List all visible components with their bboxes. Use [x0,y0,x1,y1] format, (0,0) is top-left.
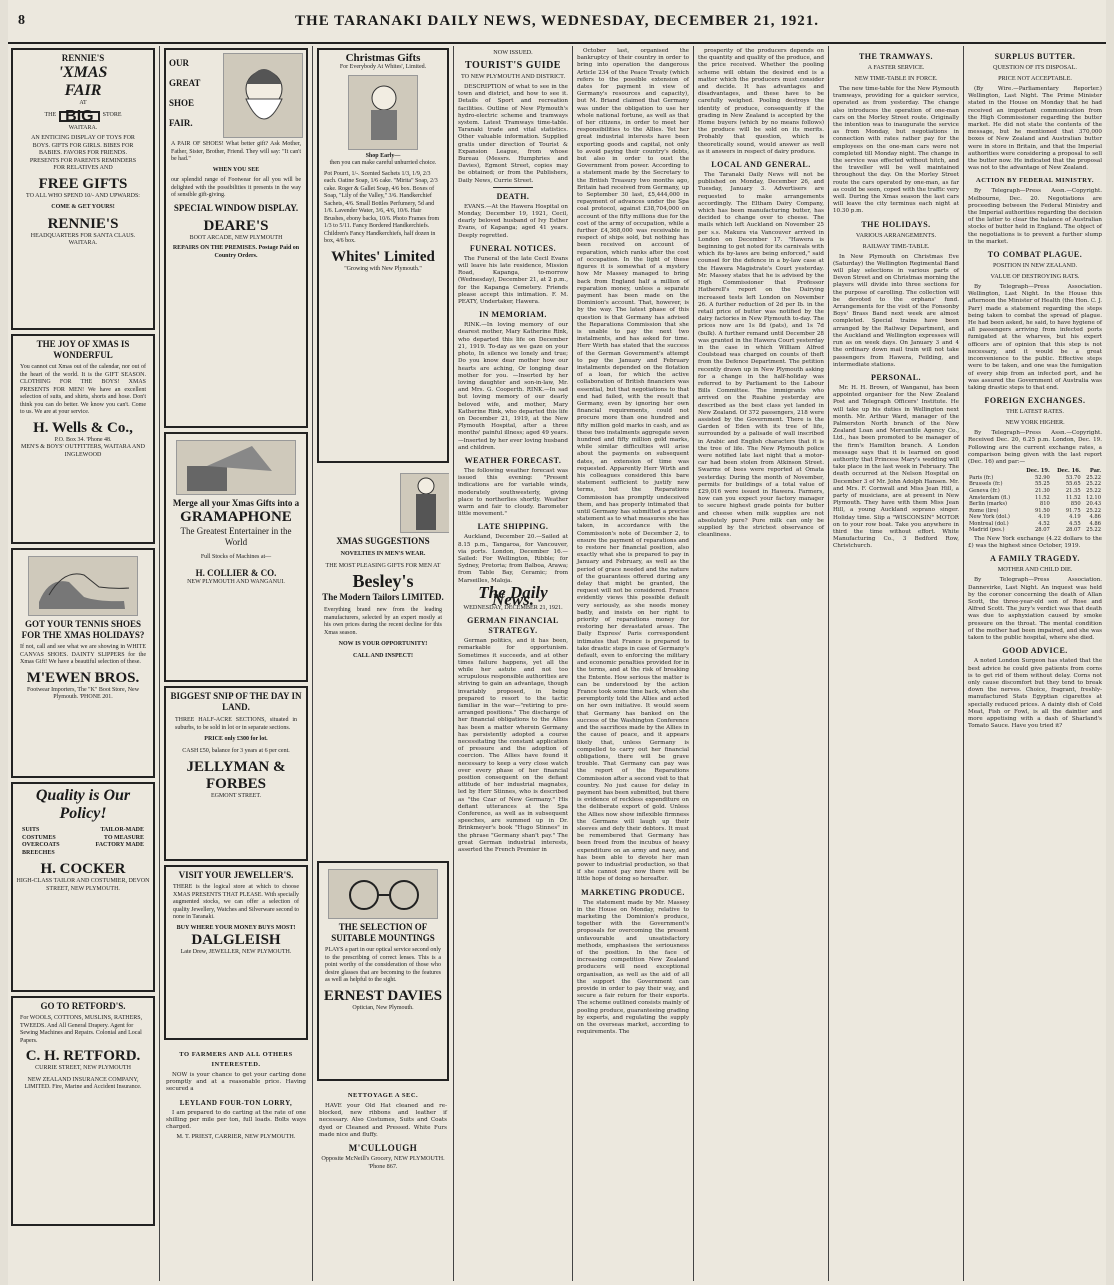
ad-besley [317,467,449,857]
exchange-cell: 12.10 [1086,494,1101,501]
ad-lorry-head: TO FARMERS AND ALL OTHERS INTERESTED. [179,1051,293,1068]
ad-deare-body: A PAIR OF SHOES! What better gift? Ask Mother, Father, Sister, Brother, Friend. They will say: "It can't be had." [171,141,301,162]
ad-whites-shop: Shop Early— [365,152,401,159]
spectacles-illustration [328,869,438,919]
ad-collier-sub: NEW PLYMOUTH AND WANGANUI. [187,578,285,585]
tramways-sub: A FASTER SERVICE. [867,64,925,71]
ad-davies [317,861,449,1081]
good-advice-body: A noted London Surgeon has stated that the best advice he could give patients from corns is to get rid of them without delay. Corns not only cause discomfort but they tend to break down the nerves. Choice, fragrant, freshly-manufactured Stats Egyptian cigarettes at specially reduced prices. A dainty dish of Cold Meat, Fish or Fowl, is all the daintier and more appetising with a dash of Sharland's Tomato Sauce. Have you tried it? [968,658,1102,730]
ad-cocker [11,782,155,992]
exchange-cell: Berlin (marks) [969,501,1008,508]
good-advice-heading: GOOD ADVICE. [1002,646,1068,656]
plague-body: By Telegraph—Press Association. Wellington, Last Night. In the House this afternoon the Minister of Health (the Hon. C. J. Parr) made a statement regarding the steps being taken to combat the spread of plague. He had been asked, he said, to have hygiene of all passengers arriving from infected ports fumigated at the wharves, but his expert officers are of opinion that this step is not necessary, and it would be a great inconvenience to the public. Effective steps were to be taken, and one was the fumigation of every ship from an infected port, and he was assured the Government of Australia was taking drastic steps to that end. [968,284,1102,391]
ad-jellyman-head: BIGGEST SNIP OF THE DAY IN LAND. [170,691,302,712]
exchange-cell: 91.50 [1034,507,1050,514]
ad-cocker-breeches: BREECHES [22,849,55,856]
editorial-continued: October last, organised the bankruptcy of their country in order to bring into operation the dangerous Article 234 of the Peace Treaty (which refers to the possible extension of dates for payment in view of Germany's resources and capacity), but M. Briand claimed that Germany was under the obligation to use her whole national fortune, as well as that of her citizens, in order to meet her responsibilities to the Allies. Yet her great industrial interests have been exporting goods and capital, not only to avoid paying their country's debts, but also in order to oust the Government from power. According to a statement made by the Secretary to the British Treasury two months ago, Britain had received from Germany, up to September 30 last, £5,444,000 in repayment of advances under the Spa coal protocol, against £38,704,000 on account of the fifty millions due for the cost of the army of occupation, while a further £4,368,000 was receivable in respect of ships sold, but nothing has been received on account of reparation, which ranks after the cost of occupation. In the light of these figures it is somewhat of a mystery how Mr Massey managed to bring back from England half a million of reparation money, unless a separate payment has been made on the Dominion's account. That, however, is by the way. The latest phase of this question is that Germany has advised the Reparations Commission that she is unable to pay the next two instalments, and has asked for time. Herr Wirth has stated that the success of the German Government's attempt to pay the January and February instalments depended on the flotation of a loan, for which the active collaboration of British financiers was essential, but that negotiations to that end had failed, with the result that Germany, even by ignoring her own financial requirements, could not procure more than one hundred and fifty million gold marks in cash, and as these two instalments aggregate seven hundred and fifty million gold marks, while similar difficulties will arise about the payments on subsequent dates, an extension of time was requested. Apparently Herr Wirth and his colleagues considered this bare statement sufficient to justify new terms, but the Reparations Commission has promptly undeceived them, and has properly intimated that until Germany has submitted a precise statement as to what measures she has taken, in accordance with the Commission's note of December 2, to ensure the payment of reparations and to restore her financial position, also exactly what she is prepared to pay in January and February, as well as the period of grace needed and the nature of the guarantees offered during any delay that might be granted, the request will not be considered. France evidently views this possible default very seriously, as she needs money badly, and insists on her right to priority of reparations money for restoring her devastated areas. The Daily Express' Paris correspondent intimates that France is prepared to take drastic steps in case of Germany's default, even to enforcing the military and economic penalties provided for in the terms, and at the risk of breaking the Entente. How serious the matter is can be understood by the action France took some time back, when she peremptorily told the Allies and acted on her own initiative. It would seem that Germany has banked on the success of the Washington Conference and the sacrifices made by the Allies in the cause of peace, and it appears likely that, unless Germany is compelled to carry out her financial obligations, there will be grave trouble. That Germany can pay was the report of the Reparations Commission after a second visit to that country. No just cause for delay in payment has been submitted, but there is evidence of reckless expenditure on the deliberate export of gold. Unless the Allies now show inflexible firmness the Germans will laugh up their sleeves and defy their debtors. It must be remembered that Germany has been freed from the incubus of heavy expenditure on an army and navy, and has been able to devote her man power to industrial production, so that if she cannot pay now there will be little hope of doing so hereafter. [577,48,689,883]
ad-deare-great: GREAT [169,78,201,88]
column-rule [693,46,694,1281]
ad-rennie-store: STORE [102,112,122,119]
ad-rennie-town: WAITARA. [68,124,98,131]
exchange-cell: 4.19 [1038,514,1050,521]
column-rule [312,46,313,1281]
ad-davies-head: THE SELECTION OF SUITABLE MOUNTINGS [331,922,435,943]
ad-deare-repairs: REPAIRS ON THE PREMISES. Postage Paid on Country Orders. [172,245,300,259]
weather-heading: WEATHER FORECAST. [464,455,562,465]
exchange-col-header: Dec. 16. [1057,468,1081,475]
ad-rennie-store-logo [16,107,150,125]
santa-illustration [223,53,303,138]
exchange-row [968,501,1102,508]
exchange-cell: Brussels (fr.) [969,481,1003,488]
ad-rennie-come: COME & GET YOURS! [51,204,115,211]
exchange-cell: 11.52 [1034,494,1050,501]
ad-mcullough-sub: Opposite McNeill's Grocery, NEW PLYMOUTH. 'Phone 867. [321,1155,445,1171]
ad-mewen-sub: Footwear Importers, The "K" Boot Store, New Plymouth. 'PHONE 201. [26,686,140,700]
ad-deare-shoe: SHOE [169,98,195,108]
column-rule [963,46,964,1281]
ad-deare-when: WHEN YOU SEE [212,166,260,173]
exchange-note: The New York exchange (4.22 dollars to the £) was the highest since October, 1919. [968,536,1102,550]
exchange-cell: 810 [1039,501,1050,508]
ad-wells-head: THE JOY OF XMAS IS WONDERFUL [36,339,130,360]
butter-sub: QUESTION OF ITS DISPOSAL. [993,64,1077,71]
ad-mewen [11,548,155,778]
plague-sub: POSITION IN NEW ZEALAND. [992,262,1078,270]
ad-dalgleish-sub: Late Drew, JEWELLER, NEW PLYMOUTH. [180,949,292,955]
ad-collier-full: Full Stocks of Machines at— [200,554,272,560]
exchange-cell: Madrid (pes.) [969,527,1005,534]
news-column-4 [455,46,571,1281]
exchange-sub2: NEW YORK HIGHER. [1005,419,1065,427]
exchange-cell: 4.86 [1089,514,1101,521]
column-rule [159,46,160,1281]
ad-jellyman-sub: EGMONT STREET. [210,793,262,799]
ad-cocker-costumes: COSTUMES [22,834,56,841]
ad-retford-body: For WOOLS, COTTONS, MUSLINS, RATHERS, TWEEDS. And All General Drapery. Agent for Sewing Machines and Repairs. Colonial and Local Papers. [20,1015,143,1044]
ad-deare [164,48,308,428]
exchange-heading: FOREIGN EXCHANGES. [984,396,1086,406]
ad-collier-greatest: The Greatest Entertainer in the World [180,526,292,547]
exchange-cell: 25.22 [1086,481,1101,488]
gramophone-illustration [176,440,296,495]
exchange-cell: Rome (lire) [969,507,999,514]
ad-rennie-line1: RENNIE'S [61,53,105,63]
exchange-cell: 4.19 [1069,514,1081,521]
federal-heading: ACTION BY FEDERAL MINISTRY. [976,177,1094,185]
ad-lorry-sign: M. T. PRIEST, CARRIER, NEW PLYMOUTH. [176,1133,296,1141]
ad-mcullough-name: M'CULLOUGH [348,1143,418,1154]
ad-whites [317,48,449,463]
ads-column-2 [161,46,311,1281]
ad-wells-sub: MEN'S & BOYS' OUTFITTERS, WAITARA AND INGLEWOOD [21,444,145,458]
exchange-cell: 53.70 [1065,474,1081,481]
holidays-heading: THE HOLIDAYS. [861,219,931,229]
ad-mcullough [317,1085,449,1176]
ad-collier-name: H. COLLIER & CO. [195,567,277,578]
ad-mewen-head: GOT YOUR TENNIS SHOES FOR THE XMAS HOLIDAYS? [21,619,145,640]
news-column-5 [574,46,692,1281]
ad-rennie-at: AT [79,100,87,106]
ad-rennie-name: RENNIE'S [47,215,119,232]
ad-cocker-suits: SUITS [22,827,40,833]
exchange-row [968,481,1102,488]
ad-rennie-body: AN ENTICING DISPLAY OF TOYS FOR BOYS. GIFTS FOR GIRLS. BIBES FOR BABIES. FAVORS FOR FRIENDS. PRESENTS FOR PARENTS REMINDERS FOR RELATIVES AND [29,135,137,172]
ad-collier-gramophone: GRAMAPHONE [180,509,292,525]
ad-lorry [164,1044,308,1146]
paper-nameplate: The Daily News. [478,582,548,609]
ad-rennie-big: BIG [59,111,99,122]
newspaper-page [8,0,1106,1285]
ad-rennie-free-gifts: FREE GIFTS [38,175,128,192]
exchange-cell: 850 [1070,501,1081,508]
ads-column-3 [314,46,452,1281]
tourist-guide-body: DESCRIPTION of what to see in the town and district, and how to see it. Details of Sport and recreation facilities. Outline of New Plymouth's hydro-electric scheme and tramways system. Latest Tramways time-table. Taranaki trade and vital statistics. Other valuable information. Supplied gratis under direction of Tourist & Expansion League, from whose Bureau (Messrs. Humphries and Davies), Egmont Street, copies may be obtained; or from the Publishers, Daily News, Currie Street. [458,84,568,184]
ad-collier [164,432,308,682]
shoes-illustration [28,556,138,616]
funeral-heading: FUNERAL NOTICES. [469,243,557,253]
tragedy-sub: MOTHER AND CHILD DIE. [997,566,1073,574]
column-rule [828,46,829,1281]
exchange-cell: 11.52 [1065,494,1081,501]
paper-date: WEDNESDAY, DECEMBER 21, 1921. [463,604,563,612]
tourist-guide-sub: TO NEW PLYMOUTH AND DISTRICT. [460,73,566,80]
ad-deare-fair: FAIR. [169,118,193,128]
column-rule [453,46,454,1281]
exchange-cell: 4.52 [1038,520,1050,527]
holidays-sub: VARIOUS ARRANGEMENTS. [855,231,937,239]
ad-whites-head: Christmas Gifts [345,52,421,64]
memoriam-notice: RINK.—In loving memory of our dearest mother, Mary Katherine Rink, who departed this life on December 21, 1919. To-day as we gaze on your photo, In silence we lonely and true; Do you know dear mother how our hearts are aching, Or longing dear mother for you. —Inserted by her loving daughter and son-in-law, Mr. and Mrs. G. Cooperth. RINK.—In sad but loving memory of our dearly beloved wife, and mother, Mary Katherine Rink, who departed this life on December 21, 1919, at the New Plymouth Hospital, after a three months' painful illness; aged 49 years. —Inserted by her ever loving husband and children. [458,322,568,451]
ad-wells-po: P.O. Box 34. 'Phone 48. [54,436,112,443]
ad-besley-body: Everything brand new from the leading manufacturers, selected by an expert mostly at his own prices during the recent decline for this Xmas season. [324,607,442,636]
ad-wells-body: You cannot cut Xmas out of the calendar, nor out of the heart of the world. It is the GIFT SEASON. CLOTHING FOR THE BOYS! XMAS PRESENTS FOR MEN! We have an excellent selection of suits, and shirts, shorts and hose. Don't think you can do better. We know you can't. Come to us. We are at your service. [20,364,146,415]
ad-whites-then: then you can make careful unhurried choice. [329,160,437,166]
marketing-produce-body: The statement made by Mr. Massey in the House on Monday, relative to marketing the Dominion's produce, together with the Government's proposals for overcoming the present unfavourable and unsatisfactory methods, emphasises the seriousness of the position. In the face of increasing competition New Zealand producers will need exceptional organisation, as well as the aid of all the support the Government can provide in order to pay their way, and secure a fair return for their exports. The scheme outlined consists mainly of pooling produce, guaranteeing grading by experts, and regulating the supply on the overseas market, according to requirements. The [577,899,689,1036]
ad-besley-most: THE MOST PLEASING GIFTS FOR MEN AT [325,562,441,569]
exchange-cell: 91.75 [1065,507,1081,514]
exchange-sub: THE LATEST RATES. [1006,408,1064,416]
ad-retford [11,996,155,1226]
tramways-heading: THE TRAMWAYS. [858,52,934,61]
ad-dalgleish-head: VISIT YOUR JEWELLER'S. [178,870,294,880]
weather-forecast: The following weather forecast was issued this evening: "Present indications are for variable winds, moderately southwesterly, giving place to northerlies shortly. Weather warm and fair to cloudy. Barometer little movement." [458,467,568,518]
ad-cocker-name: H. COCKER [40,861,126,877]
ad-retford-name: C. H. RETFORD. [25,1048,141,1064]
ad-lorry-body2: I am prepared to do carting at the rate of one shilling per mile per ton, full loads. Bolts ways charged. [166,1109,306,1131]
exchange-cell: 55.65 [1065,481,1081,488]
ad-wells-name: H. Wells & Co., [33,419,133,436]
ad-collier-merge: Merge all your Xmas Gifts into a [172,498,300,508]
editorial-heading: GERMAN FINANCIAL STRATEGY. [467,616,559,636]
ad-jellyman-name: JELLYMAN & FORBES [186,759,286,792]
funeral-notice: The Funeral of the late Cecil Evans will leave his late residence, Mission Road, Kapanga, to-morrow (Wednesday), December 21, at 2 p.m., for the Kapanga Cemetery. Friends please accept this intimation. F. M. PEATY, Undertaker, Hawera. [458,255,568,306]
ad-jellyman-price: PRICE only £300 for lot. [204,736,268,742]
exchange-table [968,468,1102,534]
ad-besley-name: Besley's [352,571,414,591]
exchange-row [968,488,1102,495]
federal-body: By Telegraph—Press Assn.—Copyright. Melbourne, Dec. 20. Negotiations are proceeding between the Federal Ministry and the Imperial authorities regarding the decision of the latter to clear the balance of Australian stocks of butter held in England. The object of the negotiations is to prevent a further slump in the market. [968,188,1102,245]
ad-deare-body2: our splendid range of Footwear for all you will be delighted with the possibilities it presents in the way of sensible gift-giving. [171,177,301,198]
page-number: 8 [18,13,26,28]
local-general-heading: LOCAL AND GENERAL. [711,160,811,170]
ad-rennie [11,48,155,330]
ad-besley-xmas: XMAS SUGGESTIONS [336,536,430,546]
ad-whites-name: Whites' Limited [331,248,435,265]
exchange-cell: 21.35 [1065,487,1081,494]
ad-jellyman [164,686,308,861]
exchange-col-header: Par. [1089,468,1101,475]
ad-rennie-the: THE [44,112,57,119]
ad-retford-insurance: NEW ZEALAND INSURANCE COMPANY, LIMITED. Fire, Marine and Accident Insurance. [24,1076,142,1090]
exchange-cell: 25.22 [1086,507,1101,514]
personal-heading: PERSONAL. [870,372,922,382]
exchange-cell: Paris (fr.) [969,474,994,481]
ad-whites-sub: For Everybody At Whites', Limited. [339,64,427,70]
shipping-heading: LATE SHIPPING. [477,522,549,532]
editorial-body: German politics, and it has been, remarkable for opportunism. Sometimes it succeeds, and at other times failure happens, yet all the while her astute and not too scrupulous responsible authorities are striving to gain an advantage, though invariably proposed, in being prepared to resort to the tactic familiar in the war—"retiring to pre-arranged positions." The discharge of her financial obligations to the Allies has been a matter wherein Germany has persistently adopted a course necessitating the constant application of pressure and the adoption of coercion. The Allies have found it necessary to keep a very close watch over every phase of her financial position consequent on the defiant attitude of her industrial magnates, led by Herr Stinnes, who is described as "the Czar of New Germany." His defiant utterances at the Spa Conference, as well as in subsequent speeches, are summed up in Dr. Brinkmeyer's book "Hugo Stinnes" in the phrase "Germany shan't pay." The great German industrial interests, asserted the French Premier in [458,638,568,854]
tragedy-heading: A FAMILY TRAGEDY. [990,554,1080,564]
ad-cocker-sub: HIGH-CLASS TAILOR AND COSTUMIER, DEVON STREET, NEW PLYMOUTH. [16,878,150,892]
exchange-cell: 4.86 [1089,520,1101,527]
exchange-cell: Amsterdam (fl.) [969,494,1011,501]
masthead-title: THE TARANAKI DAILY NEWS, WEDNESDAY, DECEMBER 21, 1921. [295,12,819,29]
divider [493,187,533,188]
column-rule [572,46,573,1281]
plague-sub2: VALUE OF DESTROYING RATS. [990,273,1080,281]
holidays-body: In New Plymouth on Christmas Eve (Saturday) the Wellington Regimental Band will play selections in various parts of Devon Street and on Christmas morning the players will divide into three sections for the purpose of carolling. The collection will be devoted to the orphans' fund. Arrangements for the visit of the Fonsonby Boys' Brass Band next week are almost completed. Special trains have been arranged by the Railway Department, and the Auckland and Wellington expresses will run as on week days. On January 3 and 4 the ordinary down mail train will not take passengers from Hawera, Feilding, and intermediate stations. [833,253,959,368]
tramways-body: The new time-table for the New Plymouth tramways, providing for a quicker service, operated as from yesterday. The change also introduces the operation of one-man cars on the Morley Street route. Originally the intention was to inaugurate the service as from Monday, but negotiations in connection with rates rather pay for the employees on the one-man cars were not completed till Monday night. The change in the service was effected without hitch, and the traveller will be well maintained throughout the day. On the Morley Street route the cars operated by one-man, as far as could be seen, coped with the traffic very well. During the Xmas season the last cars will leave the city terminus each night at 10.30 p.m. [833,86,959,215]
personal-body: Mr. H. H. Brown, of Wanganui, has been appointed organiser for the New Zealand Post and Telegraph Officers' Institute. He will take up his duties in Wellington next month. Mr. Arthur Ward, manager of the Palmerston North branch of the New Zealand Loan and Mercantile Agency Co., Ltd., has been promoted to be manager of the firm's Hamilton branch. A London message says that it is learned on good authority that Princess Mary's wedding will take place in the last week in February. The death occurred at the Nelson Hospital on December 3 of Mr. John Adolph Hansen. Mr. and Mrs. F. Cornwall and Miss Jean Hill, a party of musicians, are at present in New Plymouth. They have with them Miss Jean Hill, a young Auckland soprano singer. Holiday time. Slip a "WISCONSIN" MOTOR on to your row boat. Take you anywhere in third the time without effort. White Manufacturing Co., 3 Bedford Row, Christchurch. [833,384,959,550]
tragedy-body: By Telegraph—Press Association. Dannevirke, Last Night. An inquest was held by the coroner concerning the death of Allan Scott, the three-year-old son of Rose and Alfred Scott. The jury's verdict was that death was due to asphyxiation caused by smoke pressure on the throat. The mental condition of the mother had been impaired, and she was taken to the public hospital, where she died. [968,577,1102,642]
ad-deare-name: DEARE'S [203,217,269,234]
santa-shopping-illustration [348,75,418,150]
ad-davies-sub: Optician, New Plymouth. [352,1004,414,1011]
exchange-cell: 21.30 [1034,487,1050,494]
ad-besley-novelties: NOVELTIES IN MEN'S WEAR. [340,551,426,557]
ad-mewen-name: M'EWEN BROS. [26,669,140,686]
ad-mcullough-head: NETTOYAGE A SEC. [347,1092,419,1099]
local-general-body: The Taranaki Daily News will not be published on Monday, December 26, and Tuesday, January 3. Advertisers are requested to make arrangements accordingly. The Eltham Dairy Company, which has been manufacturing butter, has decided to change over to cheese. The mails which left Auckland on November 25 per s.s. Makura via Vancouver arrived in London on December 17. "Hawera is beginning to get noted for its carnivals with which its by-laws are being enforced," said counsel for the defence in a by-law case at the Hawera Magistrate's Court yesterday. Mr. Massey states that he is advised by the High Commissioner that Professor Hatherell's report on the Dairying increased tests left London on November 26. A further reduction of 2d per lb. in the retail price of butter was notified by the dairy factories in New Plymouth to-day. The prices now are 1s 8d (pats), and 1s 7d (bulk). A further remand until December 28 was granted in the Hawera Court yesterday in the case in which William Alfred Coulstead was charged on counts of theft from the Defence Department. The petition recently drawn up in New Plymouth asking for a change in the half-holiday was referred to by Parliament to the Labour Bills Committee. The immigrants who arrived on the Ruahine yesterday are described as the best class yet landed in New Zealand. Of 372 passengers, 218 were assisted by the Government. There is the Garden of Eden with its tree of life, surrounded by a palisade of wall inscribed in Arabic and English characters that it is the tree of life. The New Plymouth police were notified late last night that a motor-car had been stolen from Atkinson Street. Swarms of bees were reported at Omata yesterday. During the month of November, permits for buildings of a total value of £29,016 were issued in Hawera. Farmers, how can you expect your factory manager to secure highest grade points for butter and cheese when milk supplies are not absolutely pure? Pure milk can only be supplied by the strictest observance of cleanliness. [698,172,824,539]
ad-deare-our: OUR [169,58,189,68]
ad-rennie-xmas: 'XMAS [58,64,108,81]
exchange-table-header [968,468,1102,475]
exchange-row [968,514,1102,521]
exchange-cell: Montreal (dol.) [969,520,1009,527]
exchange-cell: 28.07 [1065,527,1081,534]
exchange-cell: 55.25 [1034,481,1050,488]
news-column-6 [695,46,827,1281]
ad-retford-sub: CURRIE STREET, NEW PLYMOUTH [35,1065,131,1071]
ads-column-1 [8,46,158,1281]
tramways-sub2: NEW TIME-TABLE IN FORCE. [854,75,938,82]
ad-cocker-measure: TO MEASURE [103,834,144,841]
ad-cocker-tailor: TAILOR-MADE [100,827,144,833]
ad-dalgleish [164,865,308,1040]
holidays-sub2: RAILWAY TIME-TABLE. [862,242,930,250]
news-column-8 [965,46,1105,1281]
ad-besley-call: CALL AND INSPECT! [352,652,413,659]
exchange-col-header [968,468,1020,475]
death-notice: EVANS.—At the Hawera Hospital on Monday, December 19, 1921, Cecil, dearly beloved husband of Ivy Esther Evans, of Kapanga; aged 41 years. Deeply regretted. [458,203,568,239]
marketing-produce-continued: prosperity of the producers depends on the quantity and quality of the produce, and the price received. Whether the pooling scheme will obtain the desired end is a matter which the producers must consider and decide. It has advantages and disadvantages, and these have to be carefully weighed. Pooling destroys the identity of produce, consequently if the grading in New Zealand is accepted by the Home buyers (which by no means follows) the produce will be sold on its merits. Probably that question, which is theoretically sound, would answer as well as it answers in respect of dairy produce. [698,48,824,155]
ad-cocker-factory: FACTORY MADE [95,842,144,848]
ad-dalgleish-buy: BUY WHERE YOUR MONEY BUYS MOST! [176,924,296,931]
ad-besley-sub: The Modern Tailors LIMITED. [322,592,444,602]
ad-jellyman-body: THREE HALF-ACRE SECTIONS, situated in suburbs, to be sold in lot or in separate sections. [175,717,297,731]
ad-davies-body: PLAYS a part in our optical service second only to the prescribing of correct lenses. This is a point worthy of the consideration of those who desire glasses that are becoming to the features as well as helpful to the sight. [325,947,441,983]
exchange-cell: 52.90 [1034,474,1050,481]
exchange-col-header: Dec. 19. [1026,468,1050,475]
exchange-cell: 25.22 [1086,474,1101,481]
ad-cocker-head: Quality is Our Policy! [35,787,131,822]
gentleman-illustration [400,473,449,533]
exchange-cell: 25.22 [1086,487,1101,494]
death-heading: DEATH. [496,191,530,201]
ad-retford-head: GO TO RETFORD'S. [40,1001,126,1011]
exchange-row [968,527,1102,534]
ad-rennie-free-sub: TO ALL WHO SPEND 10/- AND UPWARDS: [26,192,140,199]
ad-jellyman-cash: CASH £50, balance for 3 years at 6 per cent. [182,747,290,754]
exchange-cell: 25.22 [1086,527,1101,534]
exchange-cell: 20.43 [1086,501,1101,508]
ad-whites-tag: "Growing with New Plymouth." [344,265,422,272]
butter-heading: SURPLUS BUTTER. [994,52,1076,61]
ad-dalgleish-name: DALGLEISH [191,932,281,948]
ad-whites-items: Pot Pourri, 1/-. Scented Sachets 1/3, 1/9, 2/3 each. Oatine Soap, 1/6 cake. "Mirita" Soap, 2/3 cake. Roger & Gallet Soap, 4/6 box. Boxes of Soap, "Lily of the Valley," 3/6. Handkerchief Sachets, 4/6. Small Bottles Perfumery, 5d and 1/6. Lavender Water, 3/6, 4/6, 10/6. Hair Brushes, ebony backs, 10/6. Photo Frames from 1/3 to 5/11. Fancy Bordered Handkerchiefs. Children's Fancy Handkerchiefs, half dozen in box, 4/6 box. [324,170,440,244]
ad-rennie-fair: FAIR [64,82,102,99]
ad-deare-special: SPECIAL WINDOW DISPLAY. [173,202,299,213]
ad-mcullough-body: HAVE your Old Hat cleaned and re-blocked, new ribbons and leather if necessary. Also Costumes, Suits and Coats dyed or Cleaned and Pressed. White Furs made nice and fluffy. [319,1103,447,1138]
ad-lorry-name: LEYLAND FOUR-TON LORRY, [179,1098,293,1107]
butter-body: (By Wire.—Parliamentary Reporter.) Wellington, Last Night. The Prime Minister stated in the House on Monday that he had received an important communication from the High Commissioner regarding the butter market. He did not state the contents of the message, but he mentioned that 370,000 boxes of New Zealand and Australian butter were in store in Britain, and that the Imperial authorities were considering a proposal to sell the butter now. He indicated that the proposal was not to the advantage of New Zealand. [968,86,1102,172]
exchange-cell: 28.07 [1034,527,1050,534]
ad-lorry-body: NOW is your chance to get your carting done promptly and at a reasonable price. Having secured a [166,1072,306,1093]
ad-wells [11,334,155,544]
ad-dalgleish-body: THERE is the logical store at which to choose XMAS PRESENTS THAT PLEASE. With specially augmented stocks, we can offer a selection of quality Jewellery, Watches and Silverware second to none in Taranaki. [173,884,299,920]
exchange-cell: 4.55 [1069,520,1081,527]
ad-rennie-hq: HEADQUARTERS FOR SANTA CLAUS. WAITARA. [30,232,136,247]
ad-davies-name: ERNEST DAVIES [323,987,443,1004]
masthead [8,0,1106,44]
exchange-cell: Geneva (fr.) [969,487,1000,494]
tourist-guide-title: TOURIST'S GUIDE [465,60,561,71]
exchange-intro: By Telegraph—Press Assn.—Copyright. Received Dec. 20, 6.25 p.m. London, Dec. 19. Following are the current exchange rates, a comparison being given with the last report (Dec. 16) and par:— [968,430,1102,465]
ad-deare-sub: BOOT ARCADE, NEW PLYMOUTH [189,234,283,241]
marketing-produce-heading: MARKETING PRODUCE. [581,887,685,897]
memoriam-heading: IN MEMORIAM. [479,310,547,320]
now-issued: NOW ISSUED. [493,49,533,56]
ad-cocker-list [22,827,144,857]
ad-deare-top [169,53,303,138]
ad-mewen-body: If not, call and see what we are showing in WHITE CANVAS SHOES. DAINTY SLIPPERS for the Xmas Gift! We have a beautiful selection of these. [20,644,146,665]
shipping-notice: Auckland, December 20.—Sailed at 8.15 p.m., Tangaroa, for Vancouver, via ports. London, December 16.—Sailed: For Wellington, Ribble; for Sydney, Pretoria; from Balboa, Arawa; from Table Bay, Ceramic; from Marseilles, Maloja. [458,534,568,584]
ad-besley-now: NOW IS YOUR OPPORTUNITY! [338,641,428,647]
ad-cocker-overcoats: OVERCOATS [22,842,60,848]
news-column-7 [830,46,962,1281]
exchange-cell: New York (dol.) [969,514,1010,521]
butter-sub2: PRICE NOT ACCEPTABLE. [998,75,1072,82]
plague-heading: TO COMBAT PLAGUE. [987,250,1083,260]
